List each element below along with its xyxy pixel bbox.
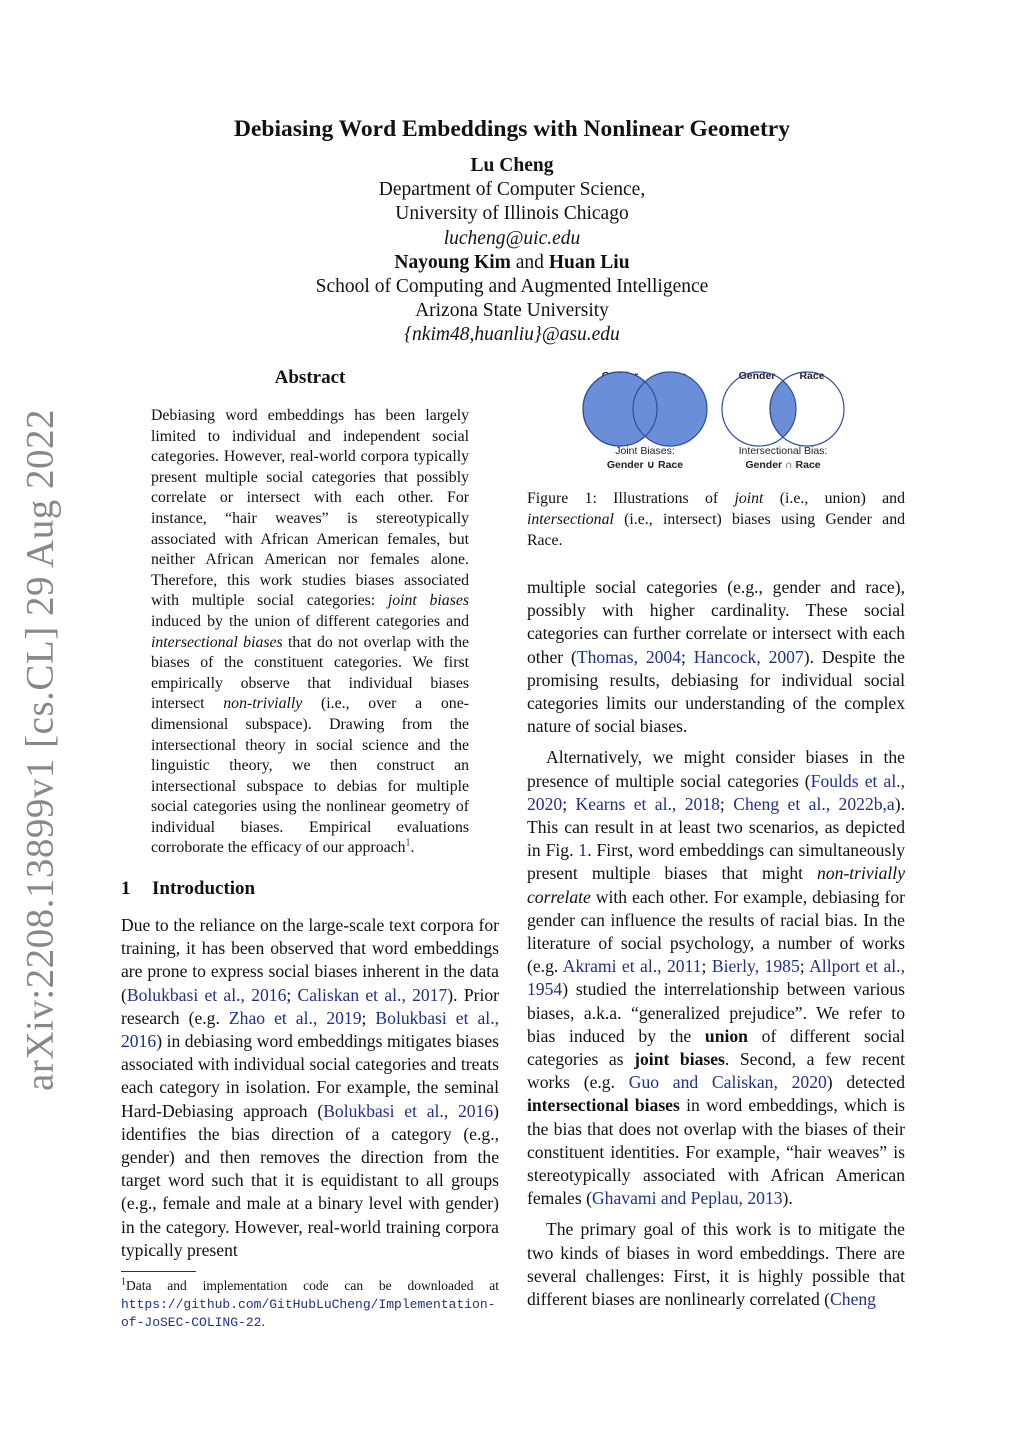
abstract-heading: Abstract xyxy=(274,367,346,388)
right-paragraph-1: multiple social categories (e.g., gender and race), possibly with higher cardinality. These social categories can further correlate or intersect with each other (Thomas, 2004; Hancock, 2007). Despite the promising results, debiasing for individual social categories limits our understanding of the complex nature of social biases. xyxy=(527,577,905,737)
citation-link[interactable]: Zhao et al., 2019 xyxy=(228,1007,362,1028)
coauthors-line xyxy=(0,251,1024,275)
citation-link[interactable]: Hancock, 2007 xyxy=(693,646,804,667)
intersectional-bias-venn xyxy=(722,370,844,471)
right-paragraph-3: The primary goal of this work is to mitigate the two kinds of biases in word embeddings. There are several challenges: First, it is highly possible that different biases are nonlinearly correlated (Cheng xyxy=(527,1219,905,1310)
citation-link[interactable]: Thomas, 2004 xyxy=(576,646,682,667)
intro-paragraph: Due to the reliance on the large-scale text corpora for training, it has been observed that word embeddings are prone to express social biases inherent in the data (Bolukbasi et al., 2016; Caliskan et al., 2017). Prior research (e.g. Zhao et al., 2019; Bolukbasi et al., 2016) in debiasing word embeddings mitigates biases associated with individual social categories and treats each category in isolation. For example, the seminal Hard-Debiasing approach (Bolukbasi et al., 2016) identifies the bias direction of a category (e.g., gender) and then removes the direction from the target word such that it is equidistant to all groups (e.g., female and male at a binary level with gender) in the category. However, real-world training corpora typically present xyxy=(121,915,500,1260)
coauthors-email: {nkim48,huanliu}@asu.edu xyxy=(404,324,620,346)
citation-link[interactable]: Guo and Caliskan, 2020 xyxy=(628,1072,827,1093)
author-university: University of Illinois Chicago xyxy=(395,203,629,225)
right-caption-line1: Intersectional Bias: xyxy=(738,445,828,457)
right-caption-line2: Gender ∩ Race xyxy=(745,459,821,471)
joint-race-circle xyxy=(633,372,707,446)
figure-venn-diagrams xyxy=(527,363,905,483)
paper-header xyxy=(0,116,1024,348)
citation-link[interactable]: Foulds et al., 2020 xyxy=(527,770,906,814)
author-email: lucheng@uic.edu xyxy=(443,227,581,249)
right-label-race: Race xyxy=(799,370,825,382)
coauthors-university: Arizona State University xyxy=(415,300,609,322)
footnote-ref[interactable]: 1 xyxy=(405,838,411,850)
citation-link[interactable]: Ghavami and Peplau, 2013 xyxy=(591,1188,783,1209)
author-huan-liu: Huan Liu xyxy=(548,251,630,273)
citation-link[interactable]: Allport et al., 1954 xyxy=(527,956,905,1000)
citation-link[interactable]: Cheng xyxy=(830,1289,876,1310)
citation-link[interactable]: Cheng et al., 2022b,a xyxy=(733,793,895,814)
citation-link[interactable]: Akrami et al., 2011 xyxy=(562,956,702,977)
citation-link[interactable]: Bierly, 1985 xyxy=(711,956,800,977)
footnote-rule xyxy=(121,1271,196,1272)
right-label-gender: Gender xyxy=(738,370,776,382)
right-column xyxy=(527,576,905,1319)
joint-bias-venn xyxy=(583,370,707,471)
coauthors-school: School of Computing and Augmented Intelligence xyxy=(315,276,709,298)
footnote-url-link[interactable]: https://github.com/GitHubLuCheng/Implementation-of-JoSEC-COLING-22 xyxy=(121,1296,496,1330)
citation-link[interactable]: Bolukbasi et al., 2016 xyxy=(323,1100,494,1121)
citation-link[interactable]: Caliskan et al., 2017 xyxy=(297,984,448,1005)
right-paragraph-2: Alternatively, we might consider biases in the presence of multiple social categories (Foulds et al., 2020; Kearns et al., 2018; Cheng et al., 2022b,a). This can result in at least two scenarios, as depicted in Fig. 1. First, word embeddings can simultaneously present multiple biases that might non-trivially correlate with each other. For example, debiasing for gender can influence the results of racial bias. In the literature of social psychology, a number of works (e.g. Akrami et al., 2011; Bierly, 1985; Allport et al., 1954) studied the interrelationship between various biases, a.k.a. “generalized prejudice”. We refer to bias induced by the union of different social categories as joint biases. Second, a few recent works (e.g. Guo and Caliskan, 2020) detected intersectional biases in word embeddings, which is the bias that does not overlap with the biases of their constituent identities. For example, “hair weaves” is stereotypically associated with African American females (Ghavami and Peplau, 2013). xyxy=(527,747,906,1209)
paper-title: Debiasing Word Embeddings with Nonlinear Geometry xyxy=(233,116,790,142)
author-lu-cheng: Lu Cheng xyxy=(470,155,554,176)
figure-caption: Figure 1: Illustrations of joint (i.e., union) and intersectional (i.e., intersect) biases using Gender and Race. xyxy=(527,490,905,549)
author-department: Department of Computer Science, xyxy=(378,179,646,201)
abstract-body: Debiasing word embeddings has been largely limited to individual and independent social categories. However, real-world corpora typically present multiple social categories that possibly correlate or intersect with each other. For instance, “hair weaves” is stereotypically associated with African American females, but neither African American nor females alone. Therefore, this work studies biases associated with multiple social categories: joint biases induced by the union of different categories and intersectional biases that do not overlap with the biases of the constituent categories. We first empirically observe that individual biases intersect non-trivially (i.e., over a one-dimensional subspace). Drawing from the intersectional theory in social science and the linguistic theory, we then construct an intersectional subspace to debias for multiple social categories using the nonlinear geometry of individual biases. Empirical evaluations corroborate the efficacy of our approach$^1$. xyxy=(151,407,470,857)
footnote: $^1$Data and implementation code can be downloaded at https://github.com/GitHubLuCheng/Implementation-of-JoSEC-COLING-22. xyxy=(121,1276,499,1330)
arxiv-identifier: arXiv:2208.13899v1 [cs.CL] 29 Aug 2022 xyxy=(18,409,62,1091)
figure-ref-link[interactable]: 1 xyxy=(578,840,588,861)
citation-link[interactable]: Bolukbasi et al., 2016 xyxy=(126,984,287,1005)
left-caption-line1: Joint Biases: xyxy=(615,445,675,457)
and-text: and xyxy=(515,251,544,273)
left-caption-line2: Gender ∪ Race xyxy=(606,459,684,471)
author-nayoung-kim: Nayoung Kim xyxy=(394,251,511,273)
citation-link[interactable]: Bolukbasi et al., 2016 xyxy=(121,1007,499,1052)
section-heading-introduction: 1 Introduction xyxy=(121,878,256,899)
citation-link[interactable]: Kearns et al., 2018 xyxy=(575,793,720,814)
